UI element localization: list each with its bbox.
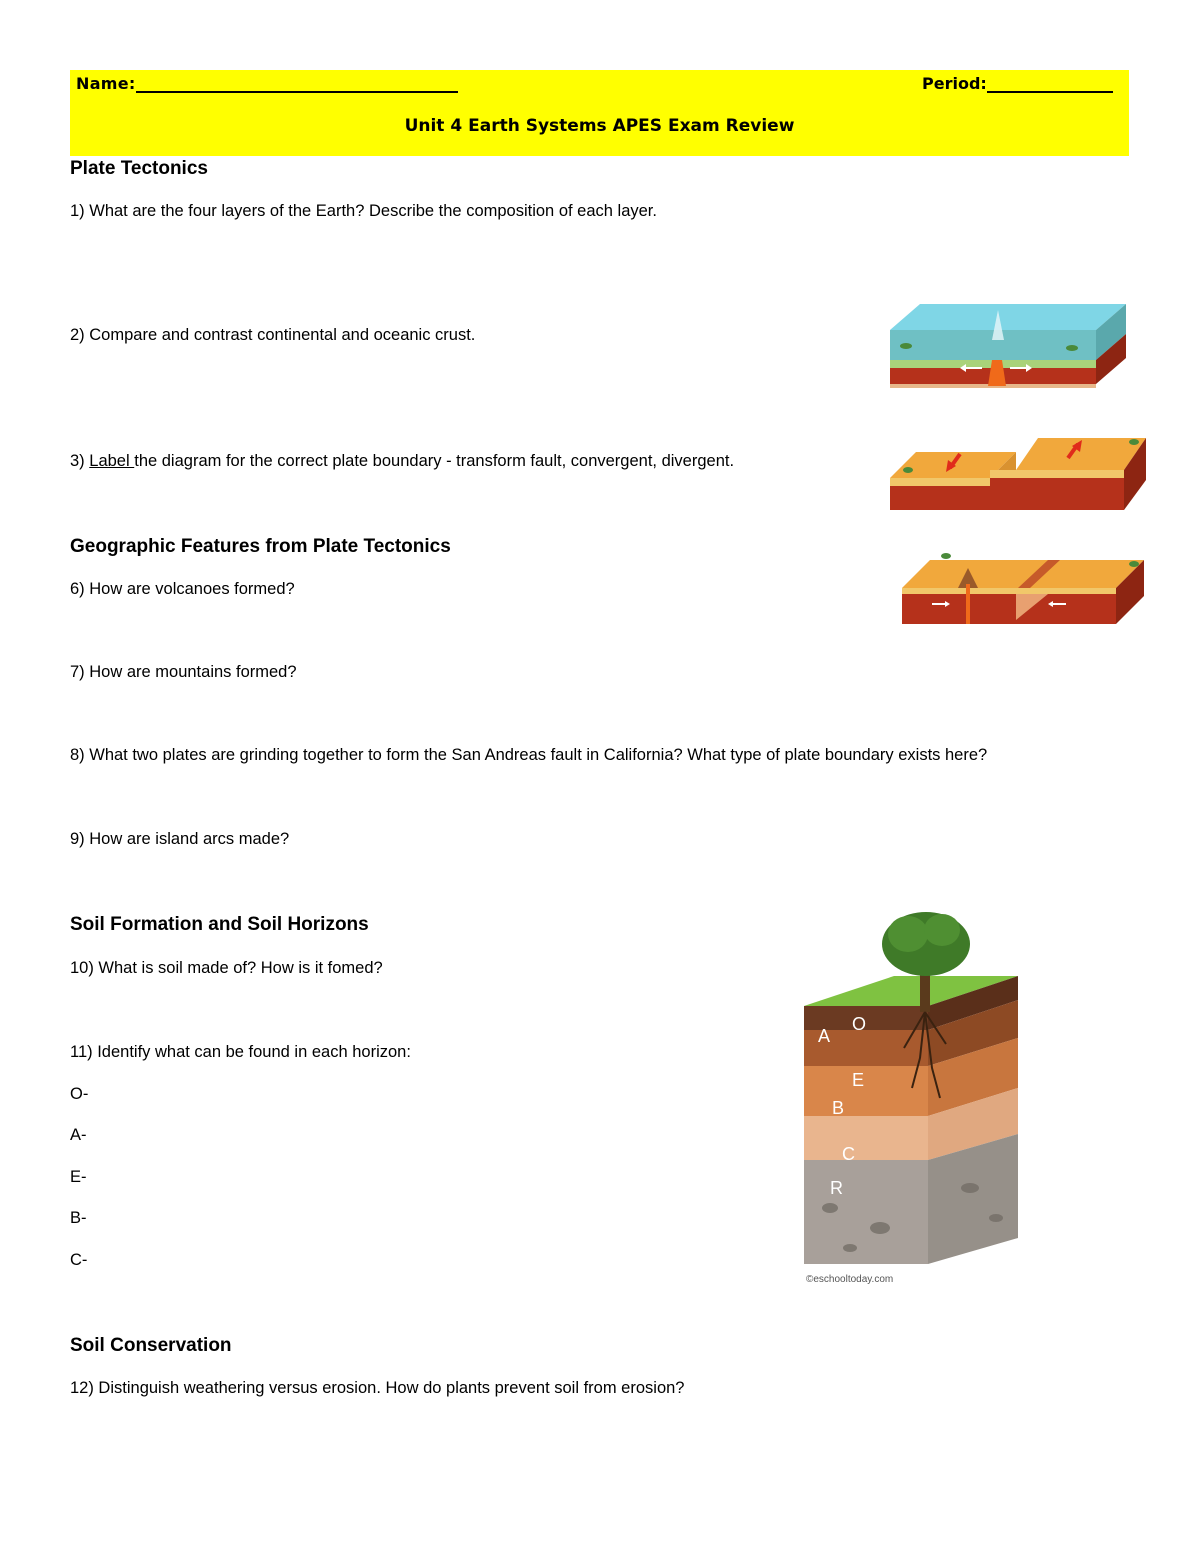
period-label: Period: <box>922 74 987 93</box>
heading-soil-conservation: Soil Conservation <box>70 1335 232 1356</box>
heading-plate-tectonics: Plate Tectonics <box>70 158 208 179</box>
question-1: 1) What are the four layers of the Earth? Describe the composition of each layer. <box>70 202 657 220</box>
soil-label-e: E <box>852 1070 865 1090</box>
question-3-number: 3) <box>70 452 90 470</box>
question-7: 7) How are mountains formed? <box>70 663 297 681</box>
convergent-boundary-diagram <box>898 548 1148 632</box>
question-2: 2) Compare and contrast continental and oceanic crust. <box>70 326 476 344</box>
question-3 <box>70 452 734 471</box>
question-12: 12) Distinguish weathering versus erosion. How do plants prevent soil from erosion? <box>70 1379 685 1397</box>
soil-label-o: O <box>852 1014 867 1034</box>
question-8: 8) What two plates are grinding together to form the San Andreas fault in California? What type of plate boundary exists here? <box>70 746 988 764</box>
question-9: 9) How are island arcs made? <box>70 830 290 848</box>
question-3-text: the diagram for the correct plate boundary - transform fault, convergent, divergent. <box>134 452 735 470</box>
soil-label-r: R <box>830 1178 843 1198</box>
transform-fault-diagram <box>888 430 1150 514</box>
soil-label-b: B <box>832 1098 845 1118</box>
question-10: 10) What is soil made of? How is it fomed? <box>70 959 383 977</box>
soil-label-a: A <box>818 1026 831 1046</box>
question-6: 6) How are volcanoes formed? <box>70 580 295 598</box>
horizon-c: C- <box>70 1251 88 1269</box>
name-label: Name: <box>76 74 136 93</box>
page-title: Unit 4 Earth Systems APES Exam Review <box>404 116 795 136</box>
name-blank[interactable] <box>136 77 458 93</box>
horizon-b: B- <box>70 1209 87 1227</box>
period-blank[interactable] <box>987 77 1113 93</box>
soil-horizons-diagram <box>800 908 1022 1288</box>
horizon-o: O- <box>70 1085 89 1103</box>
question-3-label-word: Label <box>89 452 135 470</box>
divergent-boundary-diagram <box>886 300 1134 400</box>
heading-geographic-features: Geographic Features from Plate Tectonics <box>70 536 451 557</box>
name-field[interactable] <box>76 74 458 93</box>
horizon-a: A- <box>70 1126 87 1144</box>
question-11: 11) Identify what can be found in each horizon: <box>70 1043 411 1061</box>
horizon-e: E- <box>70 1168 87 1186</box>
image-credit: ©eschooltoday.com <box>806 1274 894 1285</box>
soil-label-c: C <box>842 1144 855 1164</box>
period-field[interactable] <box>922 74 1113 93</box>
heading-soil-formation: Soil Formation and Soil Horizons <box>70 914 369 935</box>
